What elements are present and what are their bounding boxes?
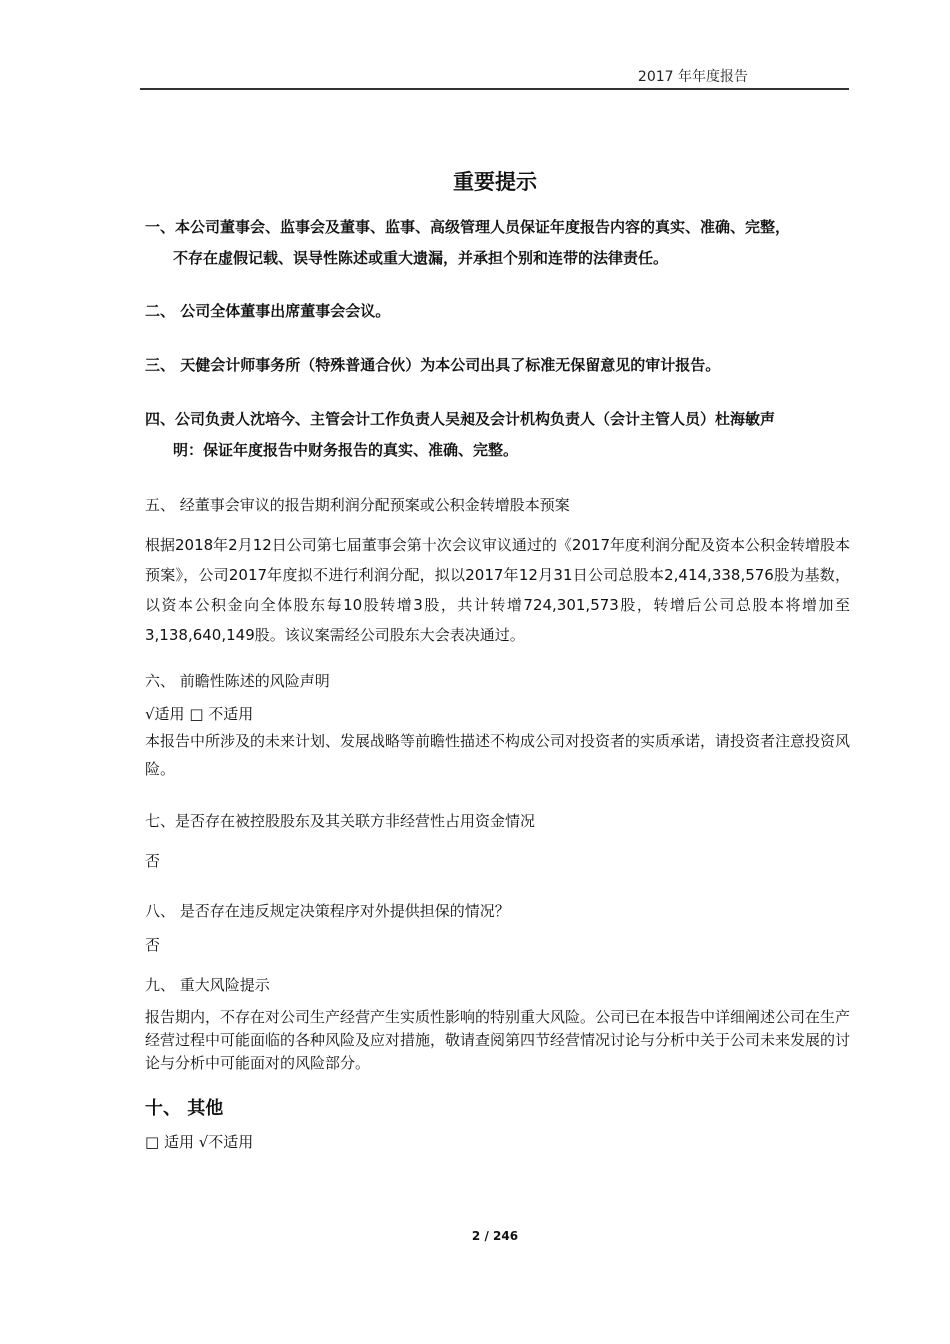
item-one-line2: 不存在虚假记载、误导性陈述或重大遗漏，并承担个别和连带的法律责任。 <box>173 249 669 267</box>
page-header-text: 2017 年年度报告 <box>637 69 748 85</box>
item-one <box>145 212 850 274</box>
page-title: 重要提示 <box>453 170 537 194</box>
item-seven-answer: 否 <box>145 852 161 870</box>
item-seven-heading: 七、是否存在被控股股东及其关联方非经营性占用资金情况 <box>145 812 536 830</box>
item-nine-heading: 九、 重大风险提示 <box>145 976 270 994</box>
header-rule <box>140 88 849 90</box>
item-six-heading: 六、 前瞻性陈述的风险声明 <box>145 672 330 690</box>
item-five-heading: 五、 经董事会审议的报告期利润分配预案或公积金转增股本预案 <box>145 496 570 514</box>
item-eight-heading: 八、 是否存在违反规定决策程序对外提供担保的情况？ <box>145 902 510 920</box>
item-one-line1: 一、本公司董事会、监事会及董事、监事、高级管理人员保证年度报告内容的真实、准确、完整， <box>145 218 791 236</box>
item-four <box>145 404 850 466</box>
item-four-line2: 明：保证年度报告中财务报告的真实、准确、完整。 <box>173 441 519 459</box>
item-ten-options: □ 适用 √不适用 <box>145 1133 254 1151</box>
item-two: 二、 公司全体董事出席董事会会议。 <box>145 302 391 320</box>
page-number: 2 / 246 <box>471 1229 519 1243</box>
item-six-body: 本报告中所涉及的未来计划、发展战略等前瞻性描述不构成公司对投资者的实质承诺，请投资者注意投资风险。 <box>145 732 851 778</box>
item-ten-heading: 十、 其他 <box>145 1098 224 1119</box>
item-four-line1: 四、公司负责人沈培今、主管会计工作负责人吴昶及会计机构负责人（会计主管人员）杜海敏声 <box>145 410 776 428</box>
item-six-options: √适用 □ 不适用 <box>145 705 254 723</box>
item-nine-body: 报告期内，不存在对公司生产经营产生实质性影响的特别重大风险。公司已在本报告中详细阐述公司在生产经营过程中可能面临的各种风险及应对措施，敬请查阅第四节经营情况讨论与分析中关于公司未来发展的讨论与分析中可能面对的风险部分。 <box>145 1008 851 1072</box>
item-five-body: 根据2018年2月12日公司第七届董事会第十次会议审议通过的《2017年度利润分配及资本公积金转增股本预案》，公司2017年度拟不进行利润分配，拟以2017年12月31日公司总股本2,414,338,576股为基数，以资本公积金向全体股东每10股转增3股，共计转增724,301,573股，转增后公司总股本将增加至3,138,640,149股。该议案需经公司股东大会表决通过。 <box>145 536 850 644</box>
item-three: 三、 天健会计师事务所（特殊普通合伙）为本公司出具了标准无保留意见的审计报告。 <box>145 356 721 374</box>
item-eight-answer: 否 <box>145 936 161 954</box>
